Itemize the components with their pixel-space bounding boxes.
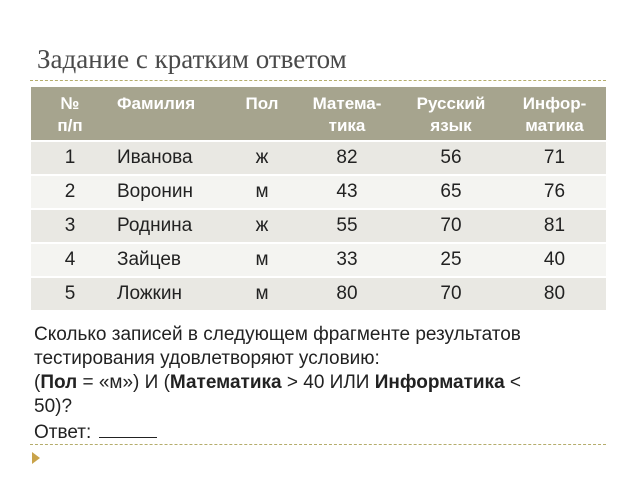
question-line: Сколько записей в следующем фрагменте результатов [34,324,521,345]
cell-russian: 70 [399,209,503,243]
cell-gender: ж [229,141,295,175]
cell-number: 4 [31,243,109,277]
cell-math: 82 [295,141,399,175]
cell-russian: 70 [399,277,503,310]
cell-informatics: 71 [503,141,606,175]
results-table [31,87,606,310]
condition-line: (Пол = «м») И (Математика > 40 ИЛИ Информатика < [34,372,522,393]
cell-math: 80 [295,277,399,310]
header-informatics: Инфор- матика [503,87,606,141]
question-text [34,323,604,445]
header-gender: Пол [229,87,295,141]
arrow-right-icon [32,452,40,464]
table-row [31,209,606,243]
cell-russian: 56 [399,141,503,175]
cell-informatics: 76 [503,175,606,209]
slide-title: Задание с кратким ответом [37,44,347,74]
cell-number: 1 [31,141,109,175]
table-row [31,243,606,277]
field-informatics: Информатика [374,372,505,393]
cell-gender: ж [229,209,295,243]
header-surname: Фамилия [109,87,229,141]
cell-number: 2 [31,175,109,209]
cell-surname: Зайцев [109,243,229,277]
table-row [31,175,606,209]
title-divider [30,80,606,81]
field-gender: Пол [40,372,78,393]
answer-blank[interactable] [99,419,157,438]
cell-informatics: 40 [503,243,606,277]
cell-informatics: 81 [503,209,606,243]
question-line: 50)? [34,396,73,417]
cell-gender: м [229,175,295,209]
cell-number: 5 [31,277,109,310]
cell-surname: Иванова [109,141,229,175]
header-math: Матема- тика [295,87,399,141]
cell-math: 55 [295,209,399,243]
cell-informatics: 80 [503,277,606,310]
table-row [31,141,606,175]
cell-russian: 25 [399,243,503,277]
cell-surname: Роднина [109,209,229,243]
cell-surname: Ложкин [109,277,229,310]
header-russian: Русский язык [399,87,503,141]
bottom-divider [30,444,606,445]
header-number: № п/п [31,87,109,141]
answer-line [34,419,604,445]
answer-label: Ответ: [34,422,97,443]
cell-number: 3 [31,209,109,243]
question-line: тестирования удовлетворяют условию: [34,348,380,369]
field-math: Математика [169,372,282,393]
cell-russian: 65 [399,175,503,209]
cell-math: 43 [295,175,399,209]
cell-gender: м [229,243,295,277]
cell-surname: Воронин [109,175,229,209]
cell-math: 33 [295,243,399,277]
header-row [31,87,606,141]
table-row [31,277,606,310]
cell-gender: м [229,277,295,310]
